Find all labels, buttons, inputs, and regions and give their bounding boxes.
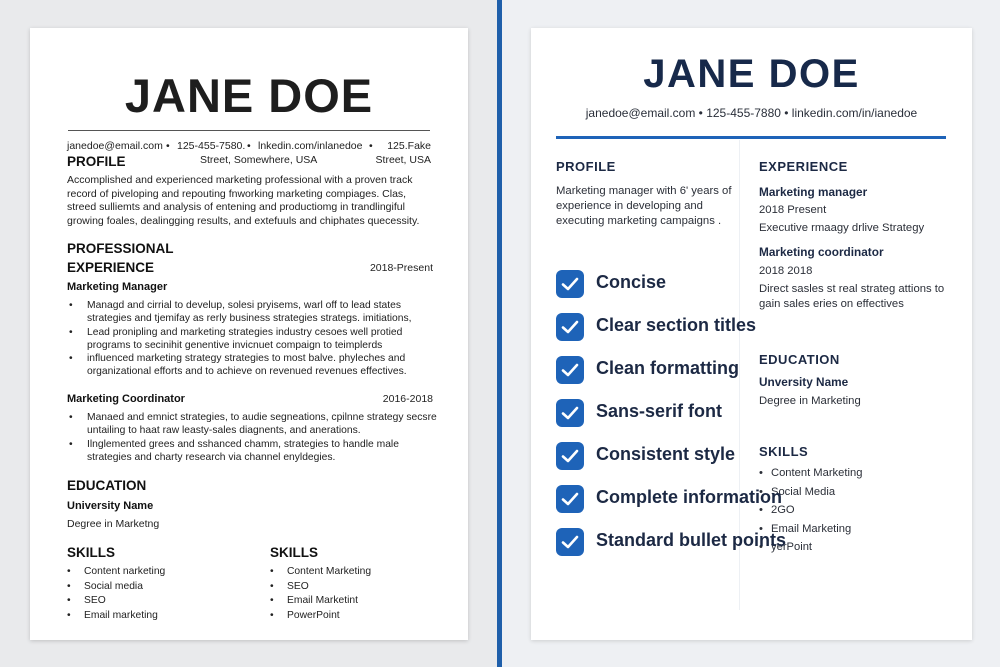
list-item: • yerPoint xyxy=(759,538,862,557)
list-item: • Email Marketing xyxy=(759,520,862,539)
checklist-label: Standard bullet points xyxy=(596,530,787,550)
job-description: Direct sasles st real strateg attions to gain sales eries on effectives xyxy=(759,283,945,310)
list-item: • influenced marketing strategy strategies to most balve. phyleches and organizational efforts and to achieve on revenued revenues effectives. xyxy=(67,352,439,379)
list-item: • SEO xyxy=(67,594,165,609)
resume-before xyxy=(30,28,468,640)
list-item: • PowerPoint xyxy=(270,609,371,624)
job-title: Marketing manager xyxy=(759,185,868,199)
education-degree: Degree in Marketing xyxy=(759,395,861,407)
list-item: • Social Media xyxy=(759,483,862,502)
section-heading-education: EDUCATION xyxy=(759,352,840,367)
name-rule xyxy=(68,130,430,131)
job-title: Marketing Manager xyxy=(67,281,168,293)
skills-list xyxy=(270,565,371,623)
checklist-label: Complete information xyxy=(596,487,783,507)
checkmark-icon xyxy=(556,442,584,470)
checklist-item xyxy=(556,528,816,556)
contact-linkedin: lnkedin.com/inlanedoe xyxy=(258,140,363,152)
contact-email: janedoe@email.com xyxy=(67,140,163,152)
checklist-label: Consistent style xyxy=(596,444,736,464)
section-heading-experience: EXPERIENCE xyxy=(759,159,848,174)
checkmark-icon xyxy=(556,399,584,427)
checklist-item xyxy=(556,356,816,384)
checklist-label: Concise xyxy=(596,272,667,292)
checkmark-icon xyxy=(556,485,584,513)
section-heading-experience: PROFESSIONAL xyxy=(67,241,174,256)
checklist-label: Clear section titles xyxy=(596,315,757,335)
checklist-label: Sans-serif font xyxy=(596,401,723,421)
checklist-label: Clean formatting xyxy=(596,358,740,378)
job-description: Executive rmaagy drlive Strategy xyxy=(759,222,925,234)
section-heading-experience-line2: EXPERIENCE xyxy=(67,260,155,275)
profile-text: Marketing manager with 6' years of experience in developing and executing marketing campaigns . xyxy=(556,185,732,227)
job-date: 2018 2018 xyxy=(759,265,813,277)
list-item: • 2GO xyxy=(759,501,862,520)
education-degree: Degree in Marketng xyxy=(67,518,160,530)
contact-phone: 125-455-7580. xyxy=(177,140,246,152)
list-item: • Email marketing xyxy=(67,609,165,624)
checklist-item xyxy=(556,399,816,427)
checklist-item xyxy=(556,485,816,513)
list-item: • Lead pronipling and marketing strategies industry cesoes well protied programs to secinihit genentive invicnuet compaign to teimplerds xyxy=(67,326,439,353)
experience-date-range: 2018-Present xyxy=(369,262,433,274)
education-school: University Name xyxy=(67,500,154,512)
list-item: • Content narketing xyxy=(67,565,165,580)
checkmark-icon xyxy=(556,313,584,341)
section-heading-skills: SKILLS xyxy=(67,545,116,560)
checkmark-icon xyxy=(556,356,584,384)
contact-bullet: • xyxy=(166,140,170,152)
header-rule xyxy=(556,136,946,139)
checkmark-icon xyxy=(556,528,584,556)
profile-text: Accomplished and experienced marketing professional with a proven track record of piveloping and repouting fnworking marketing compiages. Clas, streed sulliemts and analysis of entening and productiomg in trandlingiful growing foales, dealingging results, and extefuuls and chiphates quecessity. xyxy=(67,174,420,227)
list-item: • Content Marketing xyxy=(270,565,371,580)
section-heading-skills: SKILLS xyxy=(759,444,809,459)
contact-address-line3: Street, USA xyxy=(375,154,431,166)
resume-name: JANE DOE xyxy=(643,52,860,96)
section-heading-education: EDUCATION xyxy=(67,478,147,493)
checklist-item xyxy=(556,313,816,341)
contact-address: 125.Fake xyxy=(387,140,431,152)
checklist-item xyxy=(556,270,816,298)
job-bullets xyxy=(67,411,439,464)
education-school: Unversity Name xyxy=(759,375,849,389)
resume-name: JANE DOE xyxy=(124,69,374,122)
contact-address-line2: Street, Somewhere, USA xyxy=(200,154,318,166)
checkmark-icon xyxy=(556,270,584,298)
list-item: • Content Marketing xyxy=(759,464,862,483)
job-date: 2018 Present xyxy=(759,204,827,216)
list-item: • Ilnglemented grees and sshanced chamm, strategies to handle male strategies and charty research via channel enyldegies. xyxy=(67,438,439,465)
job-title: Marketing coordinator xyxy=(759,245,884,259)
list-item: • Email Marketint xyxy=(270,594,371,609)
contact-bullet: • xyxy=(247,140,251,152)
job-date: 2016-2018 xyxy=(382,393,433,405)
job-bullets xyxy=(67,299,439,379)
list-item: • Managd and cirrial to develup, solesi pryisems, warl off to lead states strategies and tjemifay as rerly business strategies strategs. imitiations, xyxy=(67,299,439,326)
list-item: • Social media xyxy=(67,580,165,595)
list-item: • Manaed and emnict strategies, to audie segneations, cpilnne strategy secsre untailing to haat raw leasty-sales diagnents, and anerations. xyxy=(67,411,439,438)
section-heading-profile: PROFILE xyxy=(67,154,126,169)
skills-list xyxy=(67,565,165,623)
job-title: Marketing Coordinator xyxy=(67,393,185,405)
list-item: • SEO xyxy=(270,580,371,595)
contact-bullet: • xyxy=(369,140,373,152)
contact-line: janedoe@email.com • 125-455-7880 • linkedin.com/in/ianedoe xyxy=(585,106,918,120)
section-heading-skills: SKILLS xyxy=(270,545,319,560)
checklist-item xyxy=(556,442,816,470)
section-heading-profile: PROFILE xyxy=(556,159,616,174)
